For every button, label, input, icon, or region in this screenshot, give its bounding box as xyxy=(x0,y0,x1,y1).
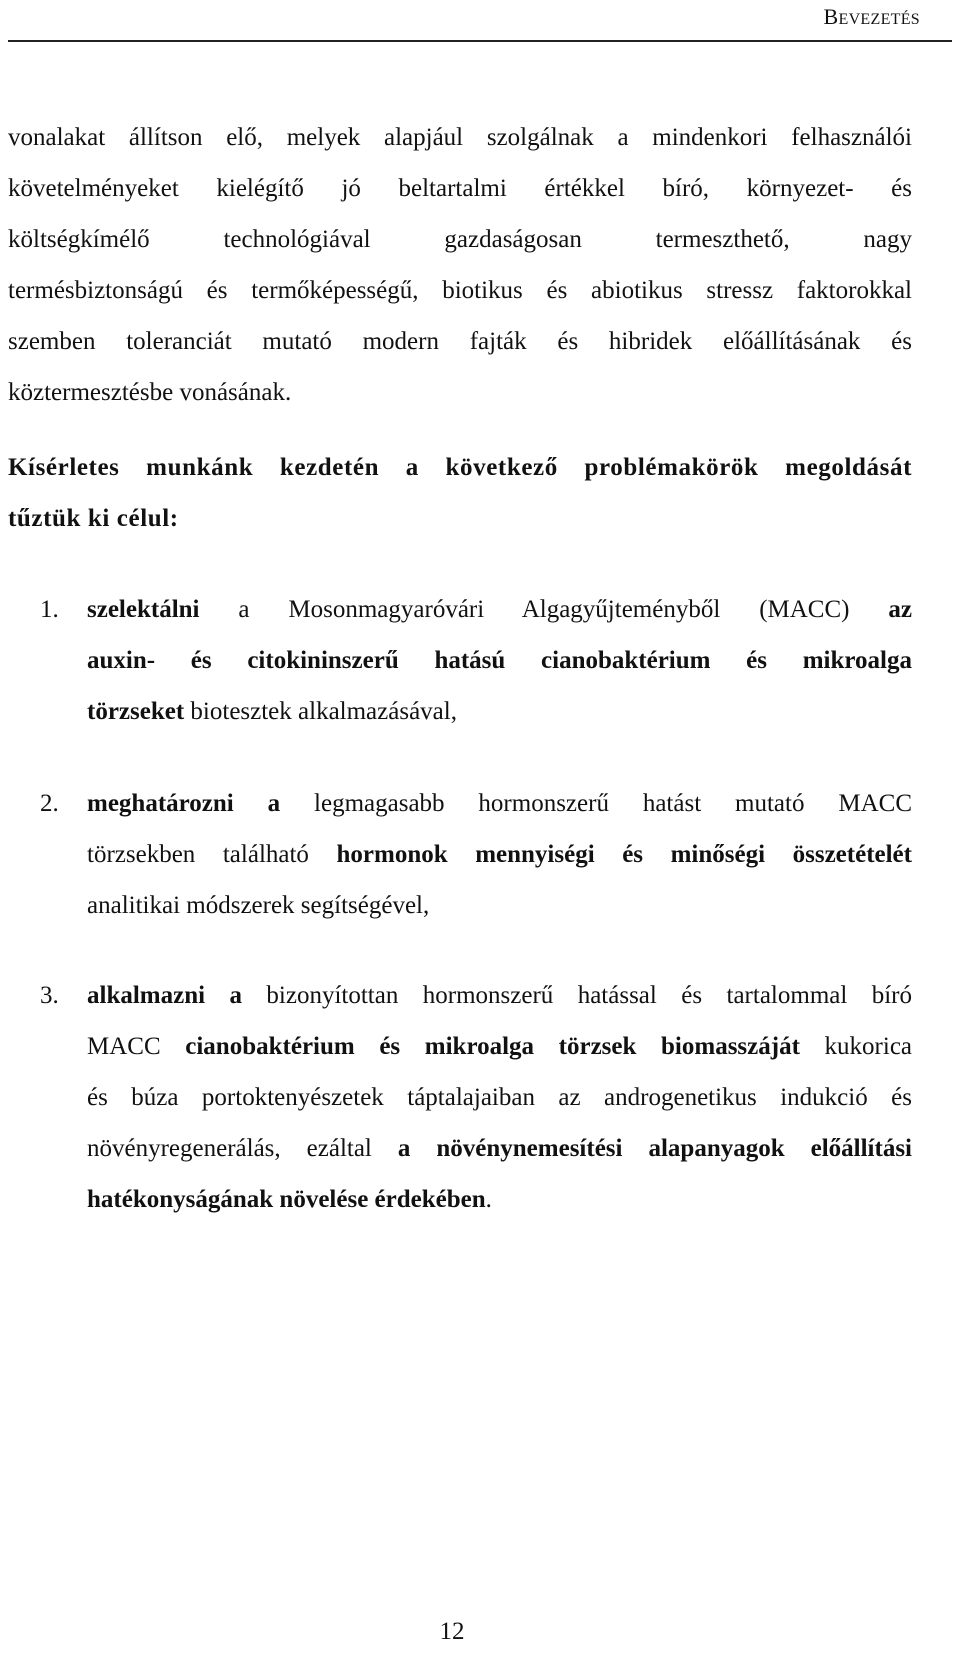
chapter-title-initial: B xyxy=(823,4,839,29)
goal-heading-line: tűztük ki célul: xyxy=(8,505,179,532)
bold-text: törzseket xyxy=(87,698,185,725)
text: kukorica xyxy=(799,1033,913,1060)
bold-text: hormonok mennyiségi és minőségi összetételét xyxy=(336,841,912,868)
list-item-line xyxy=(87,686,912,737)
list-item-line xyxy=(87,970,912,1021)
bold-text: a növénynemesítési alapanyagok előállítási xyxy=(397,1135,912,1162)
bold-text: cianobaktérium és mikroalga törzsek biomasszáját xyxy=(185,1033,800,1060)
list-item xyxy=(8,778,912,931)
intro-line: köztermesztésbe vonásának. xyxy=(8,379,292,406)
intro-line: termésbiztonságú és termőképességű, biotikus és abiotikus stressz faktorokkal xyxy=(8,277,912,304)
page-number: 12 xyxy=(439,1618,465,1645)
bold-text: alkalmazni a xyxy=(87,982,242,1009)
text: MACC xyxy=(87,1033,186,1060)
chapter-title-rest: EVEZETÉS xyxy=(838,11,920,28)
intro-line: szemben toleranciát mutató modern fajták és hibridek előállításának és xyxy=(8,328,912,355)
chapter-title xyxy=(824,4,920,30)
list-item-line: analitikai módszerek segítségével, xyxy=(87,892,430,919)
list-item-line xyxy=(87,584,912,635)
intro-paragraph xyxy=(8,112,912,418)
text: biotesztek alkalmazásával, xyxy=(184,698,457,725)
bold-text: szelektálni xyxy=(87,596,200,623)
text: a Mosonmagyaróvári Algagyűjteményből (MACC) xyxy=(199,596,889,623)
text: . xyxy=(485,1186,492,1213)
goal-heading-line: Kísérletes munkánk kezdetén a következő problémakörök megoldását xyxy=(8,454,912,481)
list-item-body xyxy=(87,584,912,737)
text: növényregenerálás, ezáltal xyxy=(87,1135,398,1162)
list-item xyxy=(8,970,912,1225)
list-item-number: 2. xyxy=(40,790,59,817)
intro-line: követelményeket kielégítő jó beltartalmi értékkel bíró, környezet- és xyxy=(8,175,912,202)
header-rule xyxy=(8,40,952,42)
intro-line: költségkímélő technológiával gazdaságosan termeszthető, nagy xyxy=(8,226,912,253)
list-item-line: és búza portoktenyészetek táptalajaiban az androgenetikus indukció és xyxy=(87,1084,912,1111)
bold-text: hatékonyságának növelése érdekében xyxy=(87,1186,486,1213)
list-item-number: 1. xyxy=(40,596,59,623)
list-item-line xyxy=(87,829,912,880)
text: legmagasabb hormonszerű hatást mutató MACC xyxy=(280,790,912,817)
list-item-line xyxy=(87,1021,912,1072)
list-item xyxy=(8,584,912,737)
intro-line: vonalakat állítson elő, melyek alapjául szolgálnak a mindenkori felhasználói xyxy=(8,124,912,151)
text: bizonyítottan hormonszerű hatással és tartalommal bíró xyxy=(242,982,912,1009)
list-item-line: auxin- és citokininszerű hatású cianobaktérium és mikroalga xyxy=(87,647,912,674)
list-item-line xyxy=(87,1174,912,1225)
list-item-line xyxy=(87,1123,912,1174)
goal-heading xyxy=(8,442,912,544)
text: törzsekben található xyxy=(87,841,337,868)
bold-text: meghatározni a xyxy=(87,790,281,817)
bold-text: az xyxy=(888,596,912,623)
list-item-number: 3. xyxy=(40,982,59,1009)
list-item-line xyxy=(87,778,912,829)
list-item-body xyxy=(87,970,912,1225)
list-item-body xyxy=(87,778,912,931)
